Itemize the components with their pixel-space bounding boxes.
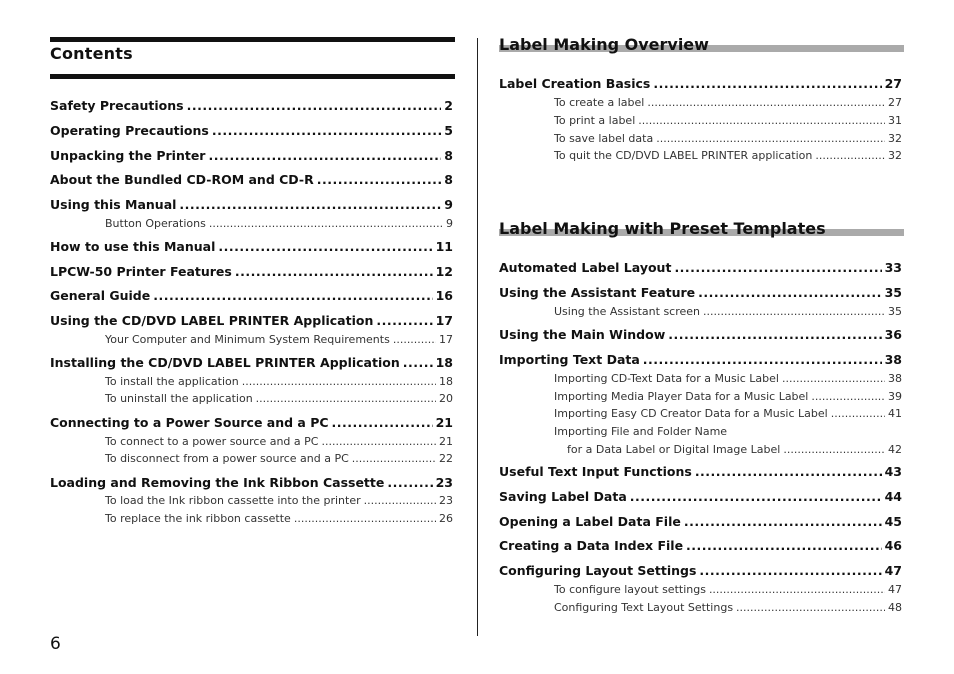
section-title-templates [499, 219, 904, 238]
toc-entry-title: General Guide [50, 288, 151, 303]
dot-leader [218, 239, 432, 254]
toc-entry[interactable] [50, 475, 453, 490]
toc-entry[interactable] [499, 514, 902, 529]
toc-page-number: 16 [435, 288, 453, 303]
dot-leader [179, 197, 441, 212]
toc-page-number: 33 [884, 260, 902, 275]
dot-leader [212, 123, 441, 138]
dot-leader [294, 512, 436, 525]
toc-entry-title: Operating Precautions [50, 123, 209, 138]
dot-leader [782, 372, 885, 385]
toc-page-number: 27 [888, 96, 902, 109]
dot-leader [643, 352, 882, 367]
toc-entry[interactable] [50, 197, 453, 212]
toc-entry-title: for a Data Label or Digital Image Label [567, 443, 781, 456]
toc-page-number: 45 [884, 514, 902, 529]
toc-entry[interactable] [50, 415, 453, 430]
toc-entry-title: Unpacking the Printer [50, 148, 206, 163]
toc-subentry[interactable] [105, 452, 453, 465]
toc-entry-title: To print a label [554, 114, 636, 127]
toc-entry[interactable] [50, 239, 453, 254]
toc-entry-title: Using the Assistant screen [554, 305, 701, 318]
toc-subentry[interactable] [105, 333, 453, 346]
dot-leader [699, 563, 881, 578]
toc-page-number: 31 [888, 114, 902, 127]
toc-page-number: 9 [446, 217, 453, 230]
toc-entry[interactable] [50, 148, 453, 163]
toc-entry-title: Your Computer and Minimum System Requirements [105, 333, 390, 346]
title-underline-rule [50, 74, 455, 79]
toc-page-number: 23 [435, 475, 453, 490]
toc-subentry[interactable] [554, 114, 902, 127]
toc-entry-title: Importing Media Player Data for a Music Label [554, 390, 809, 403]
toc-entry-title: Safety Precautions [50, 98, 184, 113]
dot-leader [647, 96, 885, 109]
toc-page-number: 2 [444, 98, 453, 113]
contents-title: Contents [50, 44, 133, 63]
dot-leader [674, 260, 881, 275]
toc-entry-title: Importing Easy CD Creator Data for a Music Label [554, 407, 828, 420]
dot-leader [831, 407, 885, 420]
dot-leader [686, 538, 882, 553]
toc-entry[interactable] [499, 76, 902, 91]
dot-leader [317, 172, 442, 187]
toc-subentry-label: Importing File and Folder Name [554, 425, 728, 438]
toc-page-number: 11 [435, 239, 453, 254]
dot-leader [403, 355, 433, 370]
toc-entry-title: Installing the CD/DVD LABEL PRINTER Application [50, 355, 400, 370]
toc-entry-title: Using the Assistant Feature [499, 285, 696, 300]
toc-page-number: 44 [884, 489, 902, 504]
dot-leader [235, 264, 433, 279]
toc-page-number: 39 [888, 390, 902, 403]
toc-page-number: 8 [444, 148, 453, 163]
dot-leader [387, 475, 432, 490]
toc-page-number: 17 [439, 333, 453, 346]
toc-page-number: 47 [884, 563, 902, 578]
toc-entry[interactable] [499, 538, 902, 553]
toc-page-number: 23 [439, 494, 453, 507]
toc-entry-title: How to use this Manual [50, 239, 216, 254]
toc-subentry[interactable] [105, 392, 453, 405]
toc-entry-title: Importing Text Data [499, 352, 640, 367]
toc-entry-title: To disconnect from a power source and a PC [105, 452, 349, 465]
toc-entry[interactable] [499, 285, 902, 300]
toc-entry-title: To load the Ink ribbon cassette into the printer [105, 494, 361, 507]
dot-leader [815, 149, 885, 162]
toc-subentry[interactable] [554, 372, 902, 385]
toc-page-number: 12 [435, 264, 453, 279]
toc-page-number: 35 [884, 285, 902, 300]
toc-subentry[interactable] [554, 601, 902, 614]
toc-subentry[interactable] [554, 390, 902, 403]
toc-entry-title: Label Creation Basics [499, 76, 651, 91]
toc-entry-title: Button Operations [105, 217, 206, 230]
dot-leader [376, 313, 432, 328]
page-number: 6 [50, 634, 61, 654]
top-rule [50, 37, 455, 42]
toc-entry[interactable] [50, 264, 453, 279]
toc-entry-title: Opening a Label Data File [499, 514, 681, 529]
toc-entry[interactable] [50, 123, 453, 138]
toc-page-number: 22 [439, 452, 453, 465]
toc-subentry[interactable] [567, 443, 902, 456]
toc-page-number: 8 [444, 172, 453, 187]
dot-leader [332, 415, 433, 430]
section-title-overview [499, 35, 904, 54]
toc-entry-title: To configure layout settings [554, 583, 706, 596]
dot-leader [242, 375, 436, 388]
toc-entry-title: To save label data [554, 132, 654, 145]
toc-page-number: 21 [439, 435, 453, 448]
dot-leader [630, 489, 882, 504]
toc-entry-title: Creating a Data Index File [499, 538, 684, 553]
section-title-text: Label Making Overview [499, 35, 709, 54]
toc-entry[interactable] [499, 489, 902, 504]
toc-page-number: 48 [888, 601, 902, 614]
toc-page-number: 41 [888, 407, 902, 420]
dot-leader [187, 98, 442, 113]
toc-entry[interactable] [499, 260, 902, 275]
toc-page-number: 32 [888, 149, 902, 162]
toc-entry-title: Using the Main Window [499, 327, 666, 342]
toc-entry-title: Configuring Layout Settings [499, 563, 697, 578]
dot-leader [698, 285, 881, 300]
toc-entry-title: Configuring Text Layout Settings [554, 601, 734, 614]
toc-entry-title: Useful Text Input Functions [499, 464, 692, 479]
toc-page-number: 5 [444, 123, 453, 138]
toc-page-number: 35 [888, 305, 902, 318]
toc-entry-title: Using the CD/DVD LABEL PRINTER Application [50, 313, 374, 328]
dot-leader [703, 305, 885, 318]
toc-entry-title: LPCW-50 Printer Features [50, 264, 232, 279]
dot-leader [656, 132, 885, 145]
toc-page-number: 9 [444, 197, 453, 212]
dot-leader [684, 514, 882, 529]
toc-entry[interactable] [50, 98, 453, 113]
toc-subentry[interactable] [554, 305, 902, 318]
toc-page-number: 43 [884, 464, 902, 479]
toc-page-number: 36 [884, 327, 902, 342]
toc-subentry[interactable] [105, 494, 453, 507]
toc-subentry[interactable] [554, 132, 902, 145]
toc-page-number: 17 [435, 313, 453, 328]
dot-leader [783, 443, 885, 456]
toc-entry[interactable] [50, 172, 453, 187]
toc-page-number: 38 [888, 372, 902, 385]
dot-leader [811, 390, 885, 403]
dot-leader [352, 452, 436, 465]
dot-leader [364, 494, 436, 507]
section-title-text: Label Making with Preset Templates [499, 219, 826, 238]
toc-subentry[interactable] [105, 375, 453, 388]
toc-page-number: 27 [884, 76, 902, 91]
toc-page-number: 42 [888, 443, 902, 456]
toc-page-number: 18 [439, 375, 453, 388]
toc-entry-title: Saving Label Data [499, 489, 627, 504]
toc-page-number: 46 [884, 538, 902, 553]
toc-entry-title: Importing CD-Text Data for a Music Label [554, 372, 779, 385]
toc-entry-title: To create a label [554, 96, 645, 109]
dot-leader [638, 114, 885, 127]
toc-subentry[interactable] [105, 512, 453, 525]
toc-page-number: 21 [435, 415, 453, 430]
dot-leader [695, 464, 882, 479]
dot-leader [736, 601, 885, 614]
dot-leader [208, 148, 441, 163]
toc-page-number: 38 [884, 352, 902, 367]
toc-page-number: 32 [888, 132, 902, 145]
toc-page-number: 47 [888, 583, 902, 596]
toc-page-number: 20 [439, 392, 453, 405]
toc-subentry[interactable] [554, 96, 902, 109]
toc-entry[interactable] [499, 352, 902, 367]
toc-entry-title: To connect to a power source and a PC [105, 435, 319, 448]
toc-page-number: 26 [439, 512, 453, 525]
toc-entry-title: Connecting to a Power Source and a PC [50, 415, 329, 430]
toc-entry[interactable] [499, 563, 902, 578]
toc-entry-title: Automated Label Layout [499, 260, 672, 275]
dot-leader [668, 327, 881, 342]
toc-subentry[interactable] [554, 149, 902, 162]
toc-entry-title: To quit the CD/DVD LABEL PRINTER application [554, 149, 813, 162]
toc-page-number: 18 [435, 355, 453, 370]
toc-subentry[interactable] [554, 407, 902, 420]
dot-leader [393, 333, 436, 346]
toc-entry-title: Using this Manual [50, 197, 177, 212]
dot-leader [653, 76, 881, 91]
toc-entry[interactable] [50, 355, 453, 370]
toc-entry-title: To uninstall the application [105, 392, 253, 405]
dot-leader [321, 435, 436, 448]
toc-entry-title: About the Bundled CD-ROM and CD-R [50, 172, 314, 187]
toc-entry-title: To install the application [105, 375, 239, 388]
toc-entry[interactable] [50, 288, 453, 303]
toc-entry-title: Loading and Removing the Ink Ribbon Cassette [50, 475, 385, 490]
column-divider [477, 38, 478, 636]
dot-leader [709, 583, 885, 596]
toc-subentry[interactable] [105, 435, 453, 448]
toc-subentry[interactable] [554, 583, 902, 596]
toc-entry[interactable] [50, 313, 453, 328]
dot-leader [209, 217, 443, 230]
dot-leader [256, 392, 436, 405]
toc-entry-title: To replace the ink ribbon cassette [105, 512, 291, 525]
dot-leader [153, 288, 432, 303]
toc-subentry[interactable] [105, 217, 453, 230]
toc-entry[interactable] [499, 464, 902, 479]
toc-entry[interactable] [499, 327, 902, 342]
